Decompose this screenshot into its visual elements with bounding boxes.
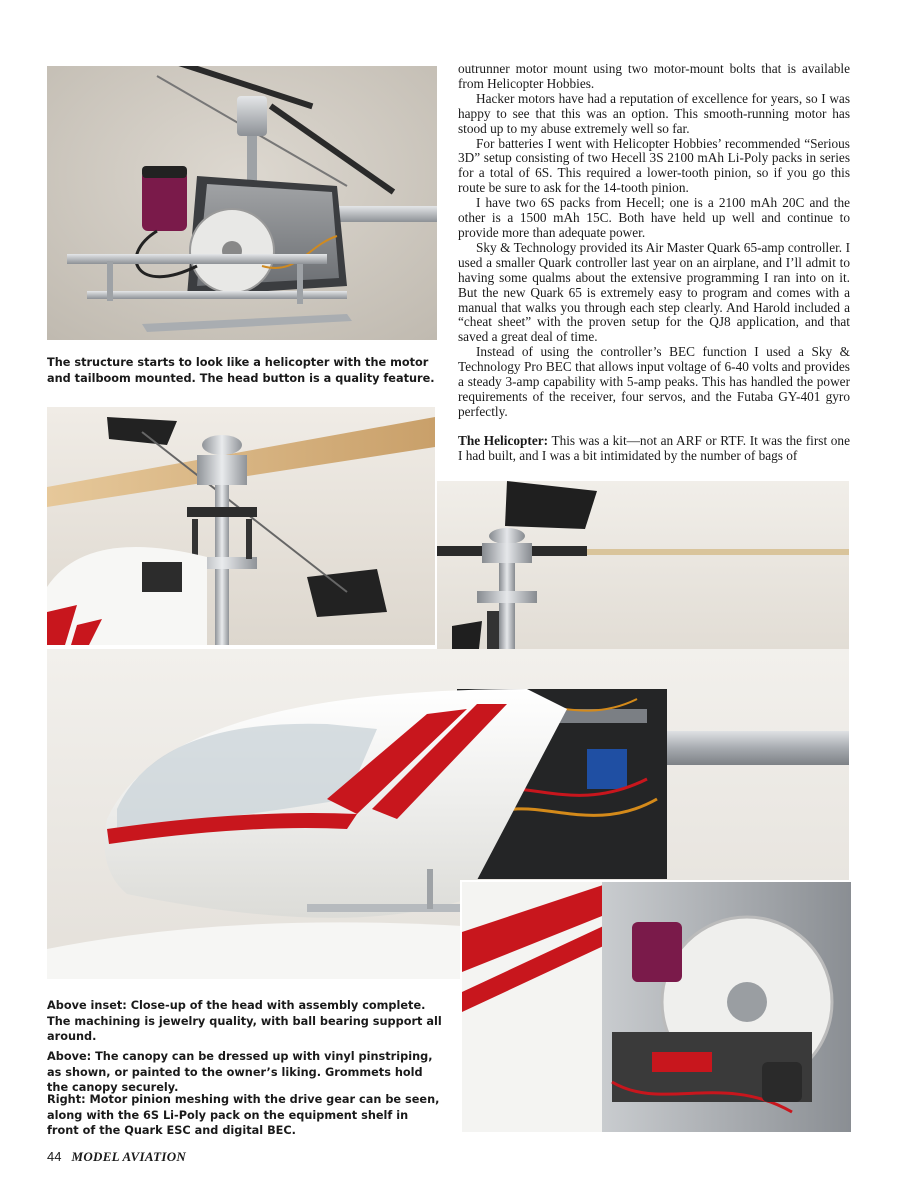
magazine-title: MODEL AVIATION — [71, 1149, 187, 1164]
section-heading: The Helicopter: — [458, 432, 549, 448]
paragraph: outrunner motor mount using two motor-mount bolts that is available from Helicopter Hobbies. — [458, 61, 850, 91]
section-paragraph — [458, 434, 850, 464]
paragraph: Hacker motors have had a reputation of excellence for years, so I was happy to see that this was an option. This smooth-running motor has stood up to my abuse extremely well so far. — [458, 90, 850, 136]
photo-rotor-head-closeup — [47, 407, 435, 645]
article-text — [458, 62, 850, 464]
caption-right: Right: Motor pinion meshing with the drive gear can be seen, along with the 6S Li-Poly pack on the equipment shelf in front of the Quark ESC and digital BEC. — [47, 1093, 440, 1137]
page-number: 44 — [47, 1149, 62, 1164]
page-footer — [47, 1148, 186, 1168]
paragraph: For batteries I went with Helicopter Hobbies’ recommended “Serious 3D” setup consisting of two Hecell 3S 2100 mAh Li-Poly packs in series for a total of 6S. This required a lower-tooth pinion, so if you go this route be sure to ask for the 14-tooth pinion. — [458, 135, 850, 196]
caption-above: Above: The canopy can be dressed up with vinyl pinstriping, as shown, or painted to the owner’s liking. Grommets hold the canopy securely. — [47, 1050, 433, 1094]
caption-inset: Above inset: Close-up of the head with assembly complete. The machining is jewelry quality, with ball bearing support all around. — [47, 999, 442, 1043]
photo-rotor-head-side — [437, 481, 849, 649]
photo-helicopter-structure — [47, 66, 437, 340]
paragraph: Instead of using the controller’s BEC function I used a Sky & Technology Pro BEC that allows input voltage of 6-40 volts and provides a steady 3-amp capability with 5-amp peaks. This has handled the power requirements of the receiver, four servos, and the Futaba GY-401 gyro perfectly. — [458, 344, 850, 419]
photo-pinion-drive-gear — [460, 880, 851, 1132]
paragraph: I have two 6S packs from Hecell; one is a 2100 mAh 20C and the other is a 1500 mAh 15C. Both have held up well and continue to provide more than adequate power. — [458, 195, 850, 240]
caption-structure: The structure starts to look like a helicopter with the motor and tailboom mounted. The head button is a quality feature. — [47, 356, 435, 385]
section-text: This was a kit—not an ARF or RTF. It was the first one I had built, and I was a bit intimidated by the number of bags of — [458, 432, 850, 463]
paragraph: Sky & Technology provided its Air Master Quark 65-amp controller. I used a smaller Quark controller last year on an airplane, and I’ll admit to having some qualms about the extensive programming I ran into on it. But the new Quark 65 is extremely easy to program and comes with a manual that walks you through each step clearly. And Harold included a “cheat sheet” with the proven setup for the QJ8 application, and that saved a great deal of time. — [458, 239, 850, 345]
